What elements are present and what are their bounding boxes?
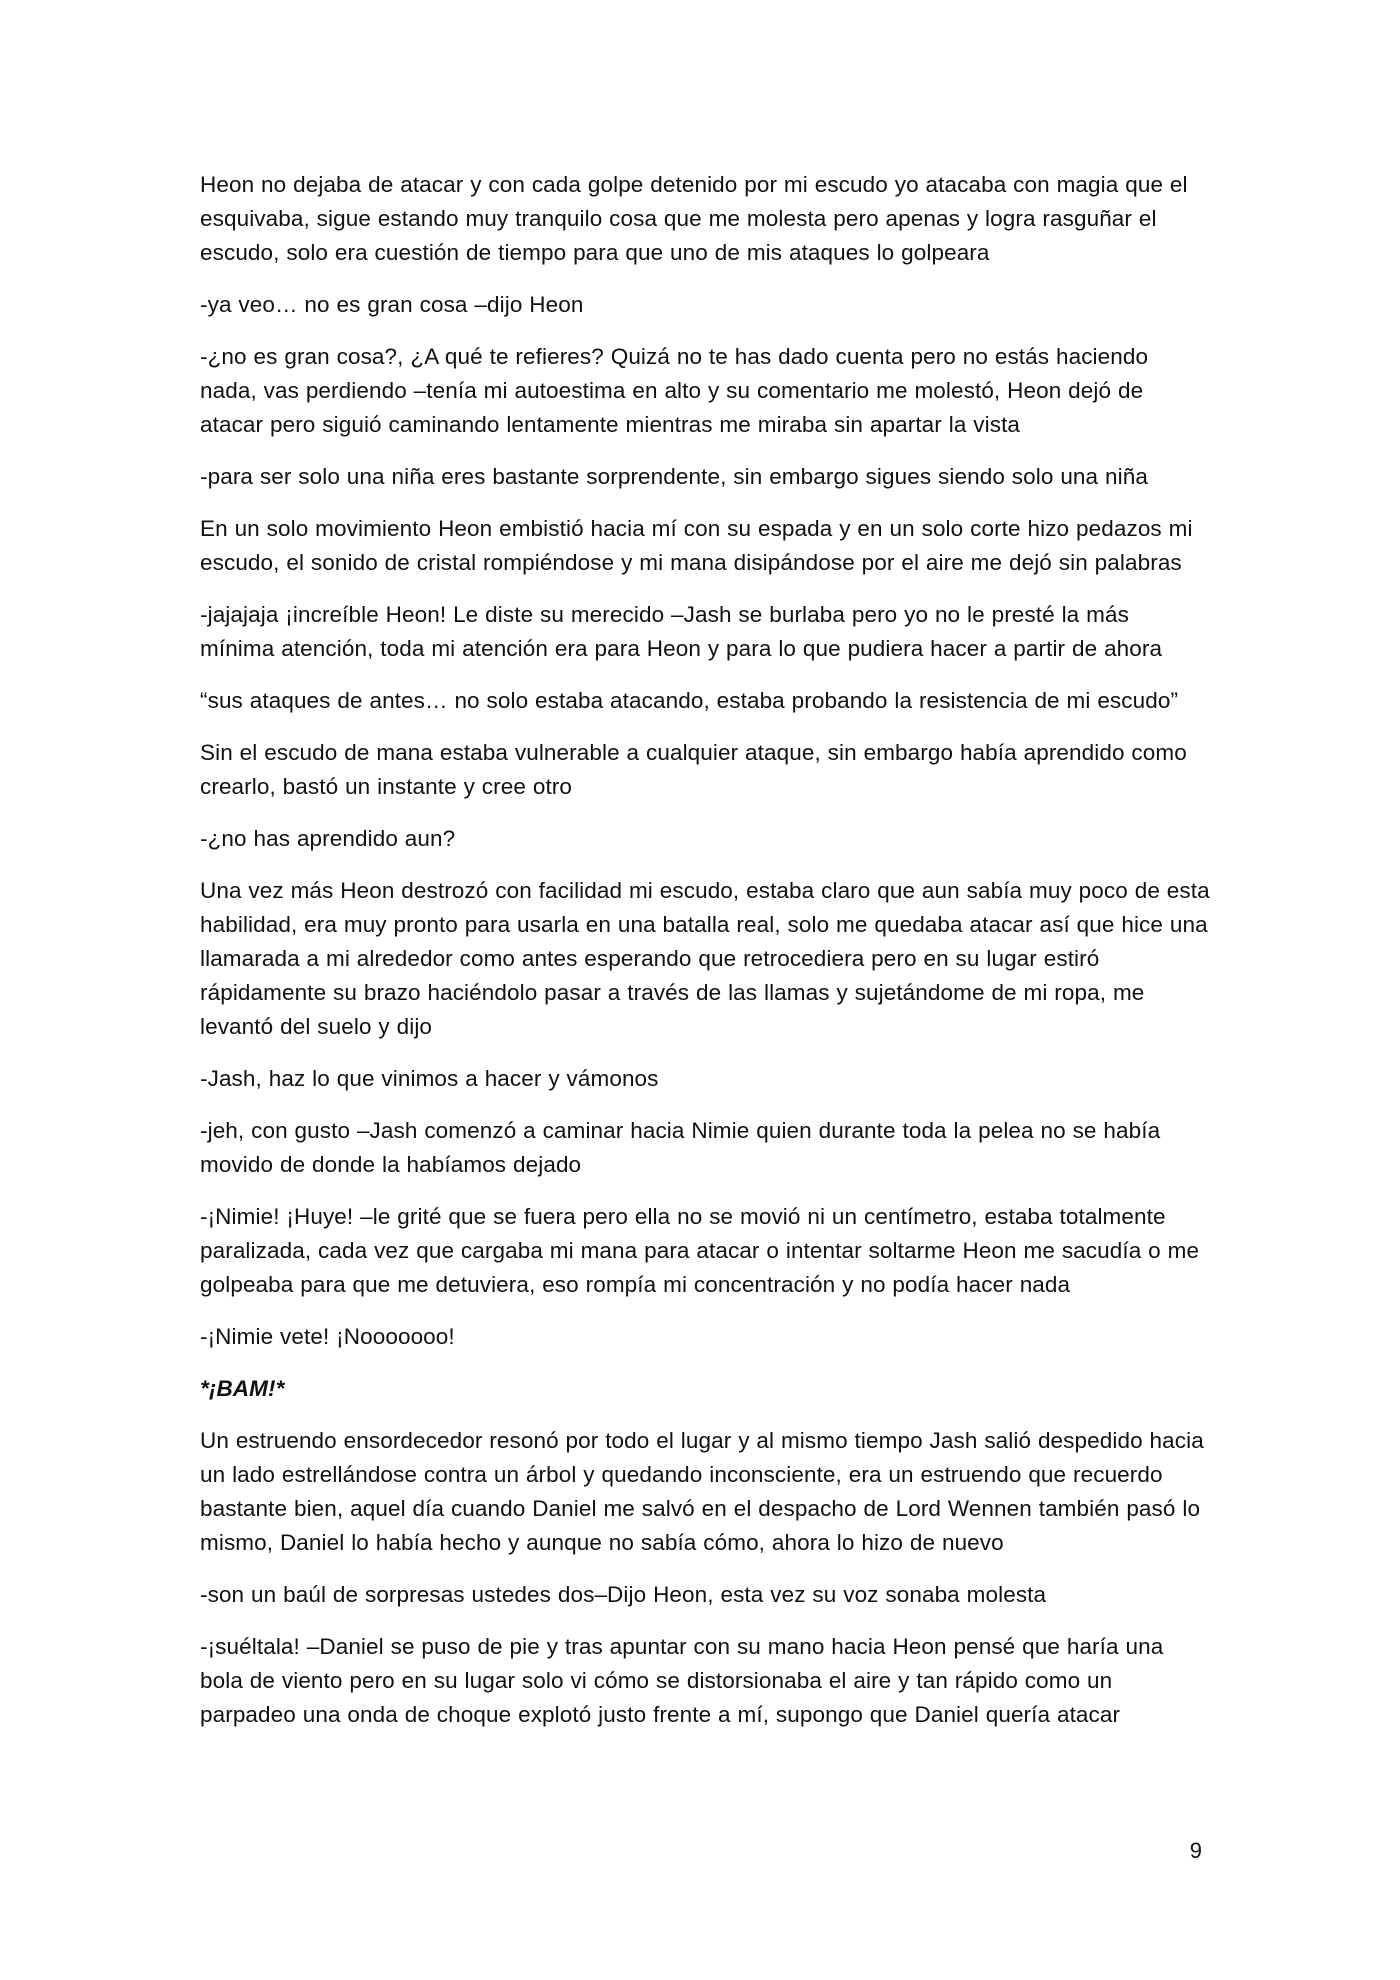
paragraph: Heon no dejaba de atacar y con cada golpe detenido por mi escudo yo atacaba con magia que el esquivaba, sigue estando muy tranquilo cosa que me molesta pero apenas y logra rasguñar el escudo, solo era cuestión de tiempo para que uno de mis ataques lo golpeara xyxy=(200,172,1188,265)
sound-effect-heading: *¡BAM!* xyxy=(200,1376,285,1401)
paragraph: Una vez más Heon destrozó con facilidad mi escudo, estaba claro que aun sabía muy poco de esta habilidad, era muy pronto para usarla en una batalla real, solo me quedaba atacar así que hice una llamarada a mi alrededor como antes esperando que retrocediera pero en su lugar estiró rápidamente su brazo haciéndolo pasar a través de las llamas y sujetándome de mi ropa, me levantó del suelo y dijo xyxy=(200,878,1210,1039)
paragraph: -jeh, con gusto –Jash comenzó a caminar hacia Nimie quien durante toda la pelea no se había movido de donde la habíamos dejado xyxy=(200,1118,1161,1177)
paragraph: -jajajaja ¡increíble Heon! Le diste su merecido –Jash se burlaba pero yo no le presté la más mínima atención, toda mi atención era para Heon y para lo que pudiera hacer a partir de ahora xyxy=(200,602,1163,661)
paragraph: Un estruendo ensordecedor resonó por todo el lugar y al mismo tiempo Jash salió despedido hacia un lado estrellándose contra un árbol y quedando inconsciente, era un estruendo que recuerdo bastante bien, aquel día cuando Daniel me salvó en el despacho de Lord Wennen también pasó lo mismo, Daniel lo había hecho y aunque no sabía cómo, ahora lo hizo de nuevo xyxy=(200,1428,1204,1555)
paragraph: -ya veo… no es gran cosa –dijo Heon xyxy=(200,292,584,317)
paragraph: -son un baúl de sorpresas ustedes dos–Dijo Heon, esta vez su voz sonaba molesta xyxy=(200,1582,1047,1607)
paragraph: Sin el escudo de mana estaba vulnerable a cualquier ataque, sin embargo había aprendido como crearlo, bastó un instante y cree otro xyxy=(200,740,1187,799)
paragraph: -para ser solo una niña eres bastante sorprendente, sin embargo sigues siendo solo una niña xyxy=(200,464,1148,489)
paragraph: “sus ataques de antes… no solo estaba atacando, estaba probando la resistencia de mi escudo” xyxy=(200,688,1179,713)
paragraph: -¡Nimie! ¡Huye! –le grité que se fuera pero ella no se movió ni un centímetro, estaba totalmente paralizada, cada vez que cargaba mi mana para atacar o intentar soltarme Heon me sacudía o me golpeaba para que me detuviera, eso rompía mi concentración y no podía hacer nada xyxy=(200,1204,1200,1297)
paragraph: -¿no es gran cosa?, ¿A qué te refieres? Quizá no te has dado cuenta pero no estás haciendo nada, vas perdiendo –tenía mi autoestima en alto y su comentario me molestó, Heon dejó de atacar pero siguió caminando lentamente mientras me miraba sin apartar la vista xyxy=(200,344,1149,437)
paragraph: En un solo movimiento Heon embistió hacia mí con su espada y en un solo corte hizo pedazos mi escudo, el sonido de cristal rompiéndose y mi mana disipándose por el aire me dejó sin palabras xyxy=(200,516,1193,575)
page-number: 9 xyxy=(1189,1838,1202,1863)
document-body xyxy=(200,168,1210,1750)
paragraph: -¡Nimie vete! ¡Nooooooo! xyxy=(200,1324,455,1349)
paragraph: -¡suéltala! –Daniel se puso de pie y tras apuntar con su mano hacia Heon pensé que haría una bola de viento pero en su lugar solo vi cómo se distorsionaba el aire y tan rápido como un parpadeo una onda de choque explotó justo frente a mí, supongo que Daniel quería atacar xyxy=(200,1634,1164,1727)
paragraph: -Jash, haz lo que vinimos a hacer y vámonos xyxy=(200,1066,659,1091)
paragraph: -¿no has aprendido aun? xyxy=(200,826,456,851)
